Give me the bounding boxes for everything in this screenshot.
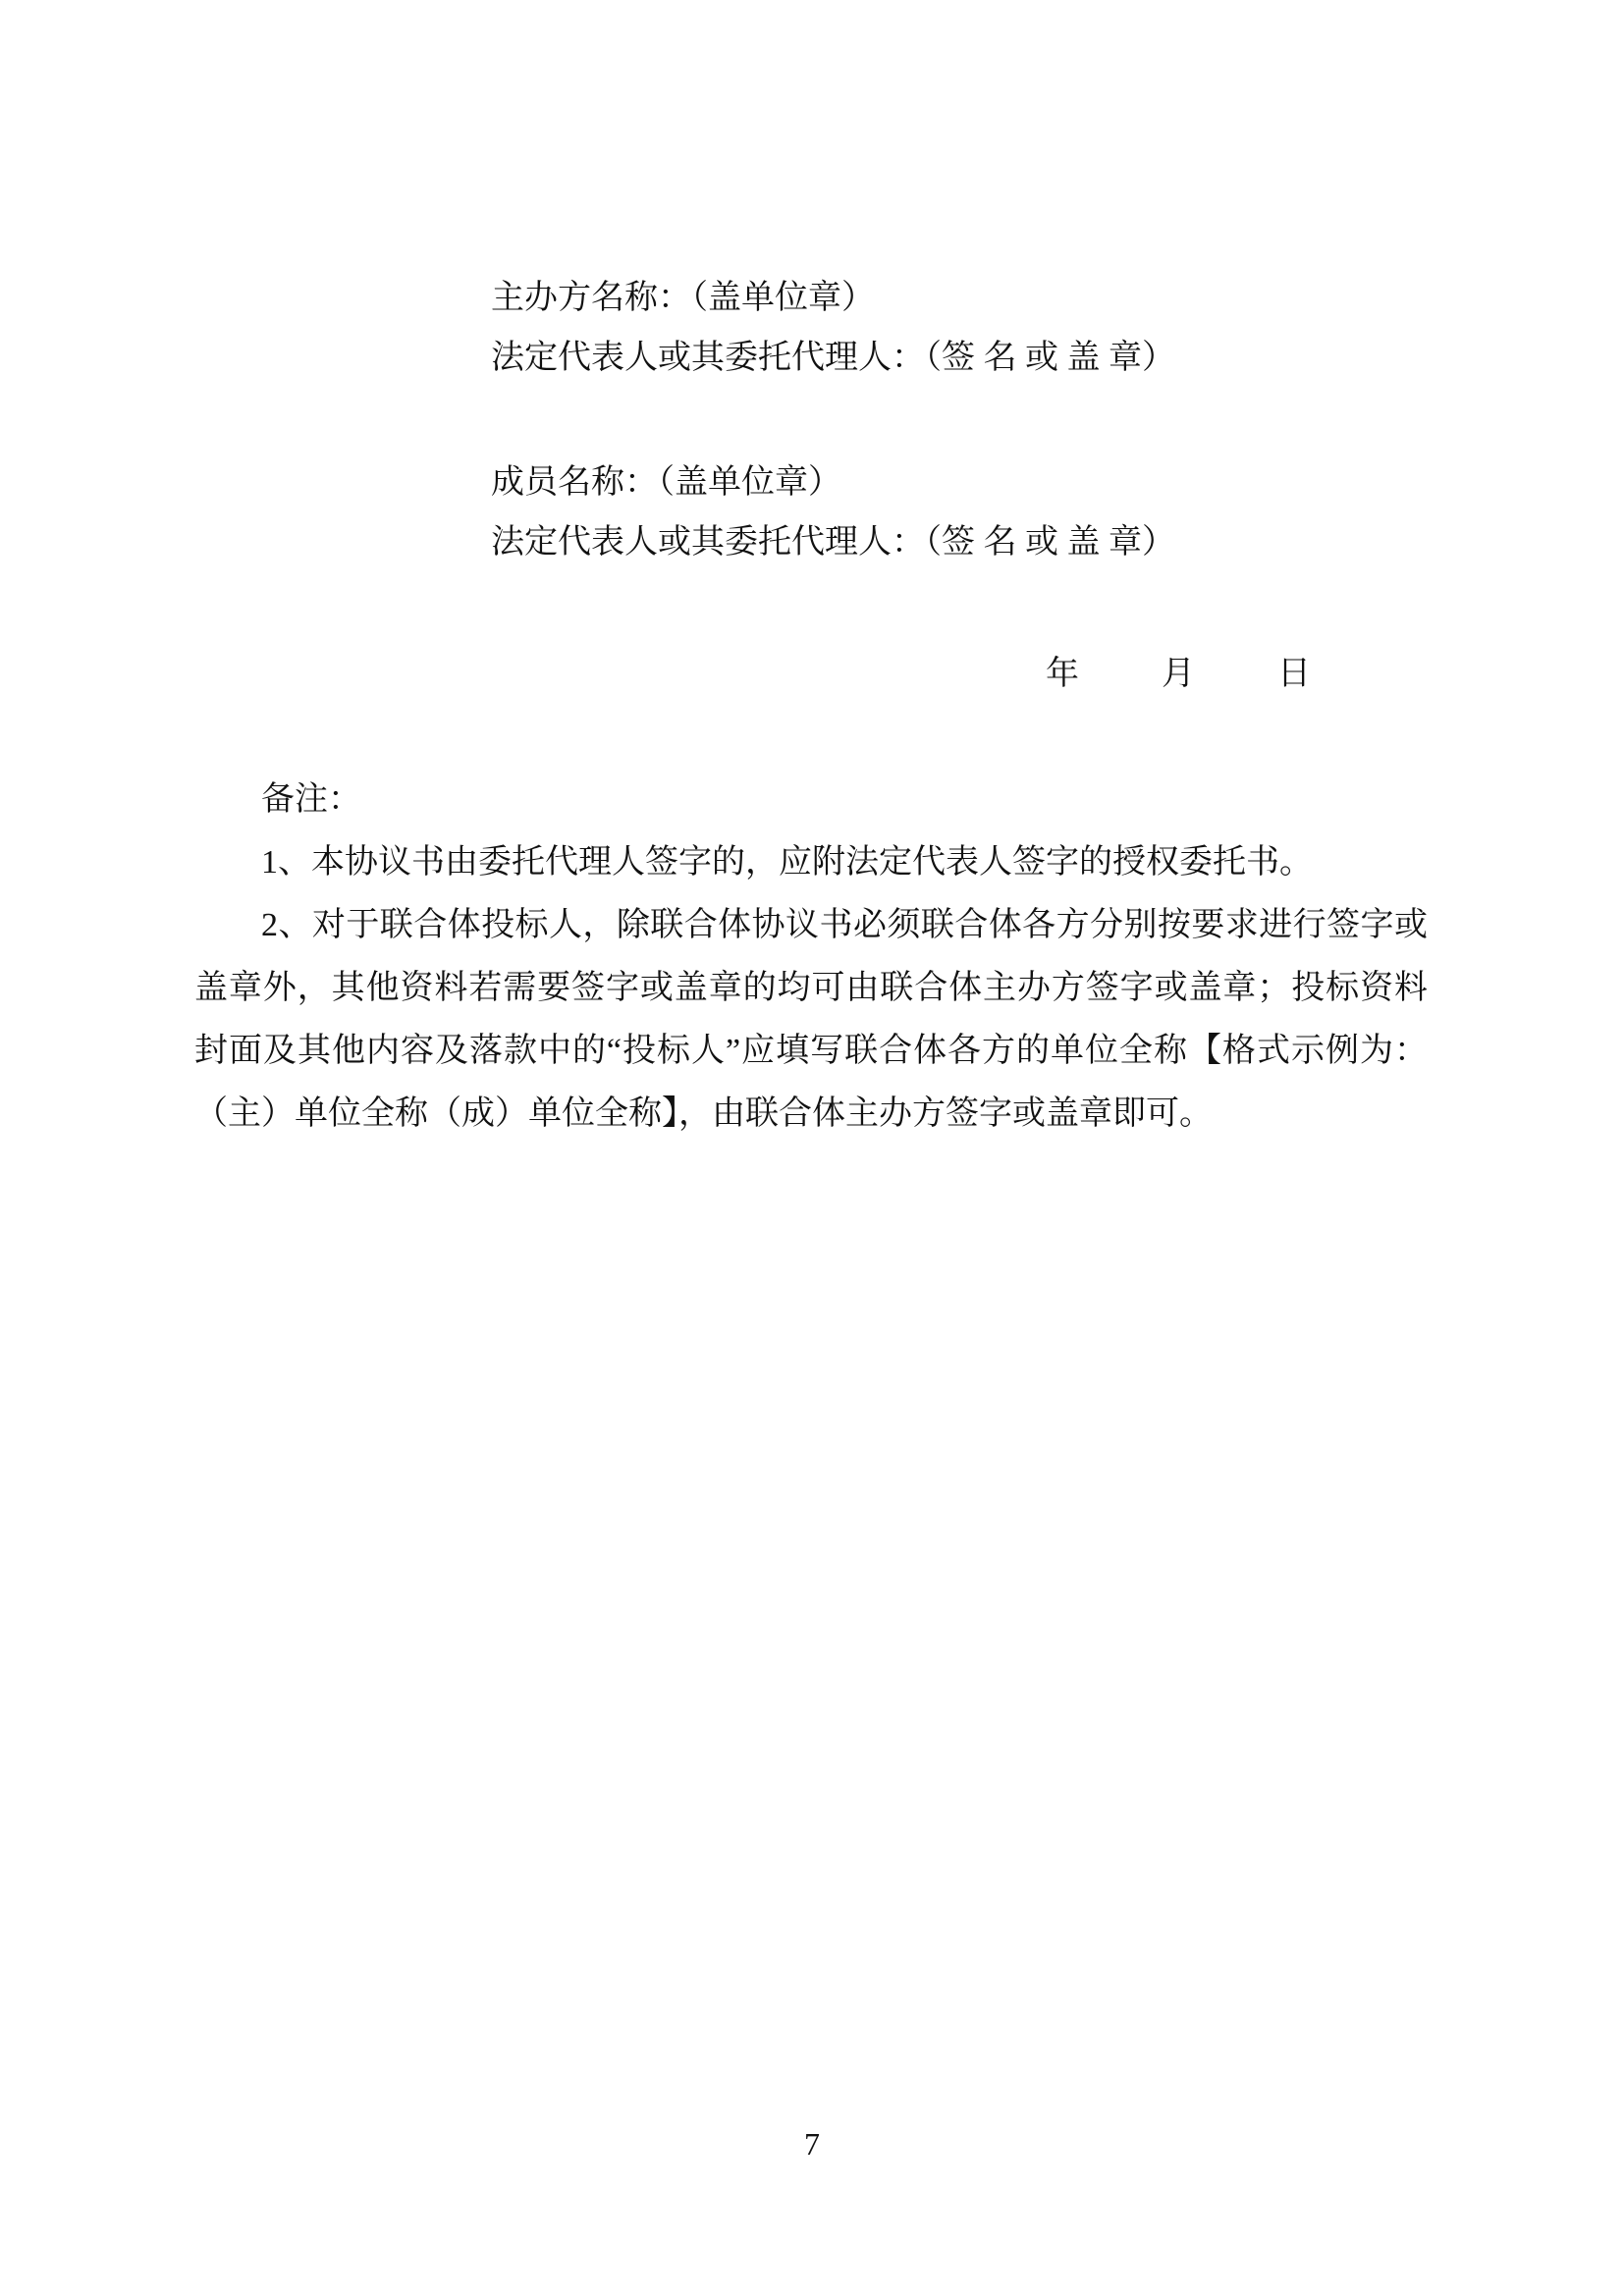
lead-signature-block: [491, 268, 1175, 388]
notes-heading: 备注：: [261, 781, 361, 818]
day-label: 日: [1277, 656, 1311, 692]
date-line: [1046, 644, 1311, 704]
month-label: 月: [1162, 656, 1195, 692]
note-item-1: 1、本协议书由委托代理人签字的，应附法定代表人签字的授权委托书。: [261, 844, 1313, 881]
member-signature-block: [491, 453, 1175, 572]
page-number: 7: [804, 2126, 820, 2162]
member-name-line: 成员名称：（盖单位章）: [491, 464, 841, 501]
lead-name-line: 主办方名称：（盖单位章）: [491, 280, 875, 316]
member-representative-line: 法定代表人或其委托代理人：（签 名 或 盖 章）: [491, 524, 1175, 561]
lead-representative-line: 法定代表人或其委托代理人：（签 名 或 盖 章）: [491, 340, 1175, 376]
notes-section: [194, 769, 1428, 1146]
year-label: 年: [1046, 656, 1079, 692]
note-item-2: 2、对于联合体投标人，除联合体协议书必须联合体各方分别按要求进行签字或盖章外，其他资料若需要签字或盖章的均可由联合体主办方签字或盖章；投标资料封面及其他内容及落款中的“投标人”应填写联合体各方的单位全称【格式示例为：（主）单位全称（成）单位全称】，由联合体主办方签字或盖章即可。: [194, 907, 1428, 1132]
